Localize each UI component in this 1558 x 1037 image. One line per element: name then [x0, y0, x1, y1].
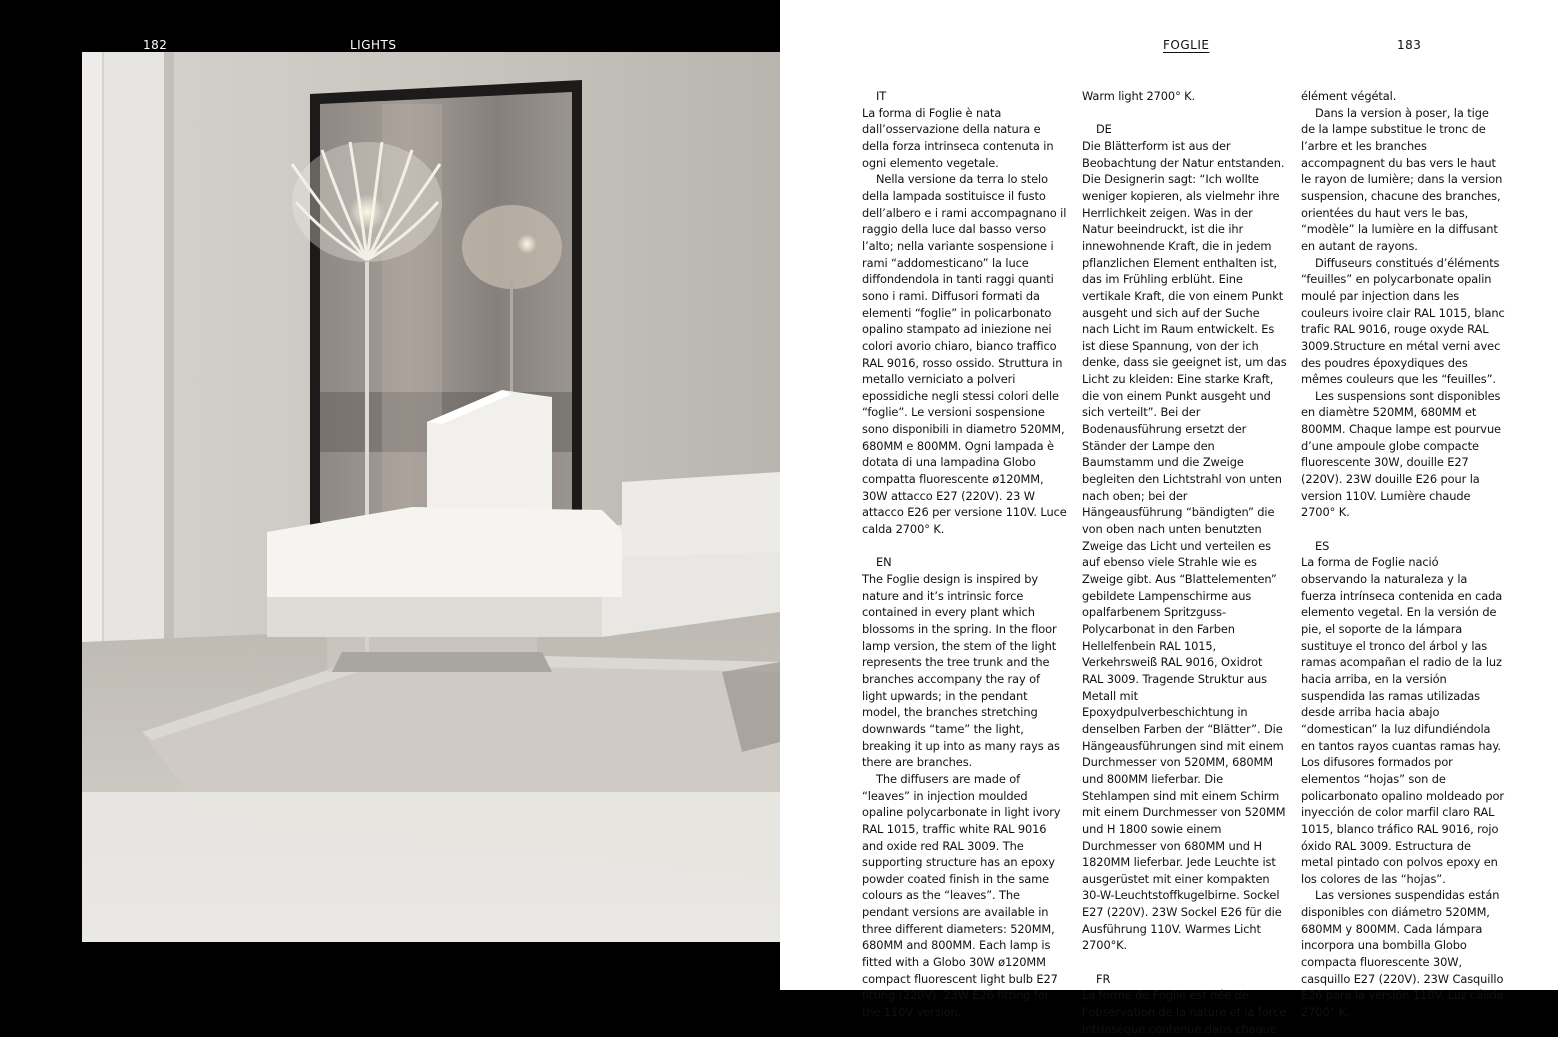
paragraph: Dans la version à poser, la tige de la lampe substitue le tronc de l’arbre et les branches accompagnent du bas vers le haut le rayon de lumière; dans la version suspension, chacune des branches, orientées du haut vers le bas, “modèle” la lumière en la diffusant en autant de rayons. [1301, 105, 1503, 253]
right-page [780, 0, 1558, 1036]
paragraph: Warm light 2700° K. [1082, 89, 1196, 103]
text-column-1 [862, 88, 1067, 1021]
left-page [0, 0, 780, 990]
language-heading: ES [1315, 538, 1330, 553]
product-title: FOGLIE [1163, 38, 1210, 52]
text-column-2 [1082, 88, 1287, 1037]
language-heading: EN [876, 555, 892, 570]
left-page-number: 182 [143, 38, 168, 52]
right-page-number: 183 [1397, 38, 1422, 52]
paragraph: The diffusers are made of “leaves” in injection moulded opaline polycarbonate in light ivory RAL 1015, traffic white RAL 9016 and oxide red RAL 3009. The supporting structure has an epoxy powder coated finish in the same colours as the “leaves”. The pendant versions are available in three different diameters: 520MM, 680MM and 800MM. Each lamp is fitted with a Globo 30W ø120MM compact fluorescent light bulb E27 fitting (220V). 23W E26 fitting for the 110V version. [862, 771, 1061, 1020]
paragraph: The Foglie design is inspired by nature and it’s intrinsic force contained in every plant which blossoms in the spring. In the floor lamp version, the stem of the light represents the tree trunk and the branches accompany the ray of light upwards; in the pendant model, the branches stretching downwards “tame” the light, breaking it up into as many rays as there are branches. [862, 572, 1060, 770]
language-heading: FR [1096, 971, 1111, 986]
paragraph: La forme de Foglie est née de l’observation de la nature et la force intrinsèque contenue dans chaque [1082, 988, 1287, 1036]
paragraph: Les suspensions sont disponibles en diamètre 520MM, 680MM et 800MM. Chaque lampe est pourvue d’une ampoule globe compacte fluorescente 30W, douille E27 (220V). 23W douille E26 pour la version 110V. Lumière chaude 2700° K. [1301, 388, 1501, 520]
paragraph: Die Blätterform ist aus der Beobachtung der Natur entstanden. Die Designerin sagt: “Ich wollte weniger kopieren, als vielmehr ihre Herrlichkeit zeigen. Was in der Natur beeindruckt, ist die ihr innewohnende Kraft, die in jedem pflanzlichen Element enthalten ist, das im Frühling erblüht. Eine vertikale Kraft, die von einem Punkt ausgeht und sich auf der Suche nach Licht im Raum entwickelt. Es ist diese Spannung, von der ich denke, dass sie geeignet ist, um das Licht zu kleiden: Eine starke Kraft, die von einem Punkt ausgeht und sich verteilt”. Bei der Bodenausführung ersetzt der Ständer der Lampe den Baumstamm und die Zweige begleiten den Lichtstrahl von unten nach oben; bei der Hängeausführung “bändigten” die von oben nach unten benutzten Zweige das Licht und verteilen es auf ebenso viele Strahle wie es Zweige gibt. Aus “Blattelementen” gebildete Lampenschirme aus opalfarbenem Spritzguss-Polycarbonat in den Farben Hellelfenbein RAL 1015, Verkehrsweiß RAL 9016, Oxidrot RAL 3009. Tragende Struktur aus Metall mit Epoxydpulverbeschichtung in denselben Farben der “Blätter”. Die Hängeausführungen sind mit einem Durchmesser von 520MM, 680MM und 800MM lieferbar. Die Stehlampen sind mit einem Schirm mit einem Durchmesser von 520MM und H 1800 sowie einem Durchmesser von 680MM und H 1820MM lieferbar. Jede Leuchte ist ausgerüstet mit einer kompakten 30-W-Leuchtstoffkugelbirne. Sockel E27 (220V). 23W Sockel E26 für die Ausführung 110V. Warmes Licht 2700°K. [1082, 138, 1287, 953]
paragraph: Diffuseurs constitués d’éléments “feuilles” en polycarbonate opalin moulé par injection dans les couleurs ivoire clair RAL 1015, blanc trafic RAL 9016, rouge oxyde RAL 3009.Structure en métal verni avec des poudres époxydiques des mêmes couleurs que les “feuilles”. [1301, 255, 1505, 387]
room-photo [82, 52, 780, 942]
paragraph: La forma de Foglie nació observando la naturaleza y la fuerza intrínseca contenida en cada elemento vegetal. En la versión de pie, el soporte de la lámpara sustituye el tronco del árbol y las ramas acompañan el radio de la luz hacia arriba, en la versión suspendida las ramas utilizadas desde arriba hacia abajo “domestican” la luz difundiéndola en tantos rayos cuantas ramas hay. Los difusores formados por elementos “hojas” son de policarbonato opalino moldeado por inyección de color marfil claro RAL 1015, blanco tráfico RAL 9016, rojo óxido RAL 3009. Estructura de metal pintado con polvos epoxy en los colores de las “hojas”. [1301, 555, 1504, 886]
language-heading: IT [876, 89, 887, 103]
language-heading: DE [1096, 122, 1112, 137]
paragraph: Nella versione da terra lo stelo della lampada sostituisce il fusto dell’albero e i rami accompagnano il raggio della luce dal basso verso l’alto; nella variante sospensione i rami “addomesticano” la luce diffondendola in tanti raggi quanti sono i rami. Diffusori formati da elementi “foglie” in policarbonato opalino stampato ad iniezione nei colori avorio chiaro, bianco traffico RAL 9016, rosso ossido. Struttura in metallo verniciato a polveri epossidiche negli stessi colori delle “foglie”. Le versioni sospensione sono disponibili in diametro 520MM, 680MM e 800MM. Ogni lampada è dotata di una lampadina Globo compatta fluorescente ø120MM, 30W attacco E27 (220V). 23 W attacco E26 per versione 110V. Luce calda 2700° K. [862, 172, 1067, 537]
paragraph: Las versiones suspendidas están disponibles con diámetro 520MM, 680MM y 800MM. Cada lámpara incorpora una bombilla Globo compacta fluorescente 30W, casquillo E27 (220V). 23W Casquillo E26 para la versión 110V. Luz cálida 2700° K. [1301, 888, 1504, 1020]
paragraph: La forma di Foglie è nata dall’osservazione della natura e della forza intrinseca contenuta in ogni elemento vegetale. [862, 105, 1054, 170]
paragraph: élément végétal. [1301, 89, 1397, 103]
section-title: LIGHTS [350, 38, 397, 52]
text-column-3 [1301, 88, 1506, 1021]
